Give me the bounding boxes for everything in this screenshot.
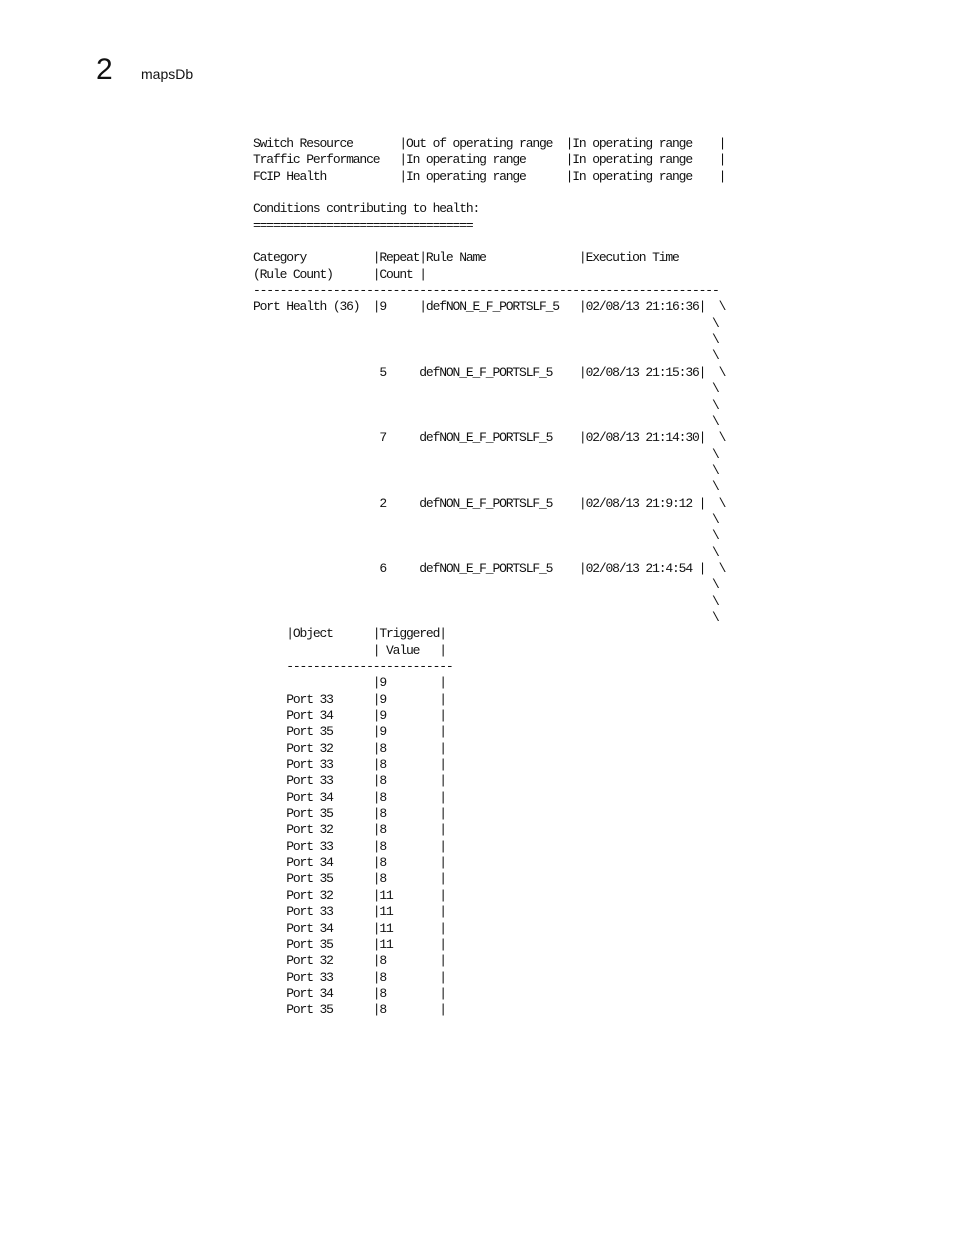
cli-output-listing: Switch Resource |Out of operating range |In operating range | Traffic Performance |In operating range |In operating range | FCIP Health |In operating range |In operating range | Conditions contributing to health: ================================= Category |Repeat|Rule Name |Execution Time (Rule Count) |Count | ---------------------------------------------------------------------- Port Health (36) |9 |defNON_E_F_PORTSLF_5 |02/08/13 21:16:36| \ \ \ \ 5 defNON_E_F_PORTSLF_5 |02/08/13 21:15:36| \ \ \ \ 7 defNON_E_F_PORTSLF_5 |02/08/13 21:14:30| \ \ \ \ 2 defNON_E_F_PORTSLF_5 |02/08/13 21:9:12 | \ \ \ \ 6 defNON_E_F_PORTSLF_5 |02/08/13 21:4:54 | \ \ \ \ |Object |Triggered| | Value | ------------------------- |9 | Port 33 |9 | Port 34 |9 | Port 35 |9 | Port 32 |8 | Port 33 |8 | Port 33 |8 | Port 34 |8 | Port 35 |8 | Port 32 |8 | Port 33 |8 | Port 34 |8 | Port 35 |8 | Port 32 |11 | Port 33 |11 | Port 34 |11 | Port 35 |11 | Port 32 |8 | Port 33 |8 | Port 34 |8 | Port 35 |8 |: [253, 136, 726, 1018]
chapter-title: mapsDb: [141, 66, 194, 82]
chapter-number: 2: [96, 53, 113, 86]
